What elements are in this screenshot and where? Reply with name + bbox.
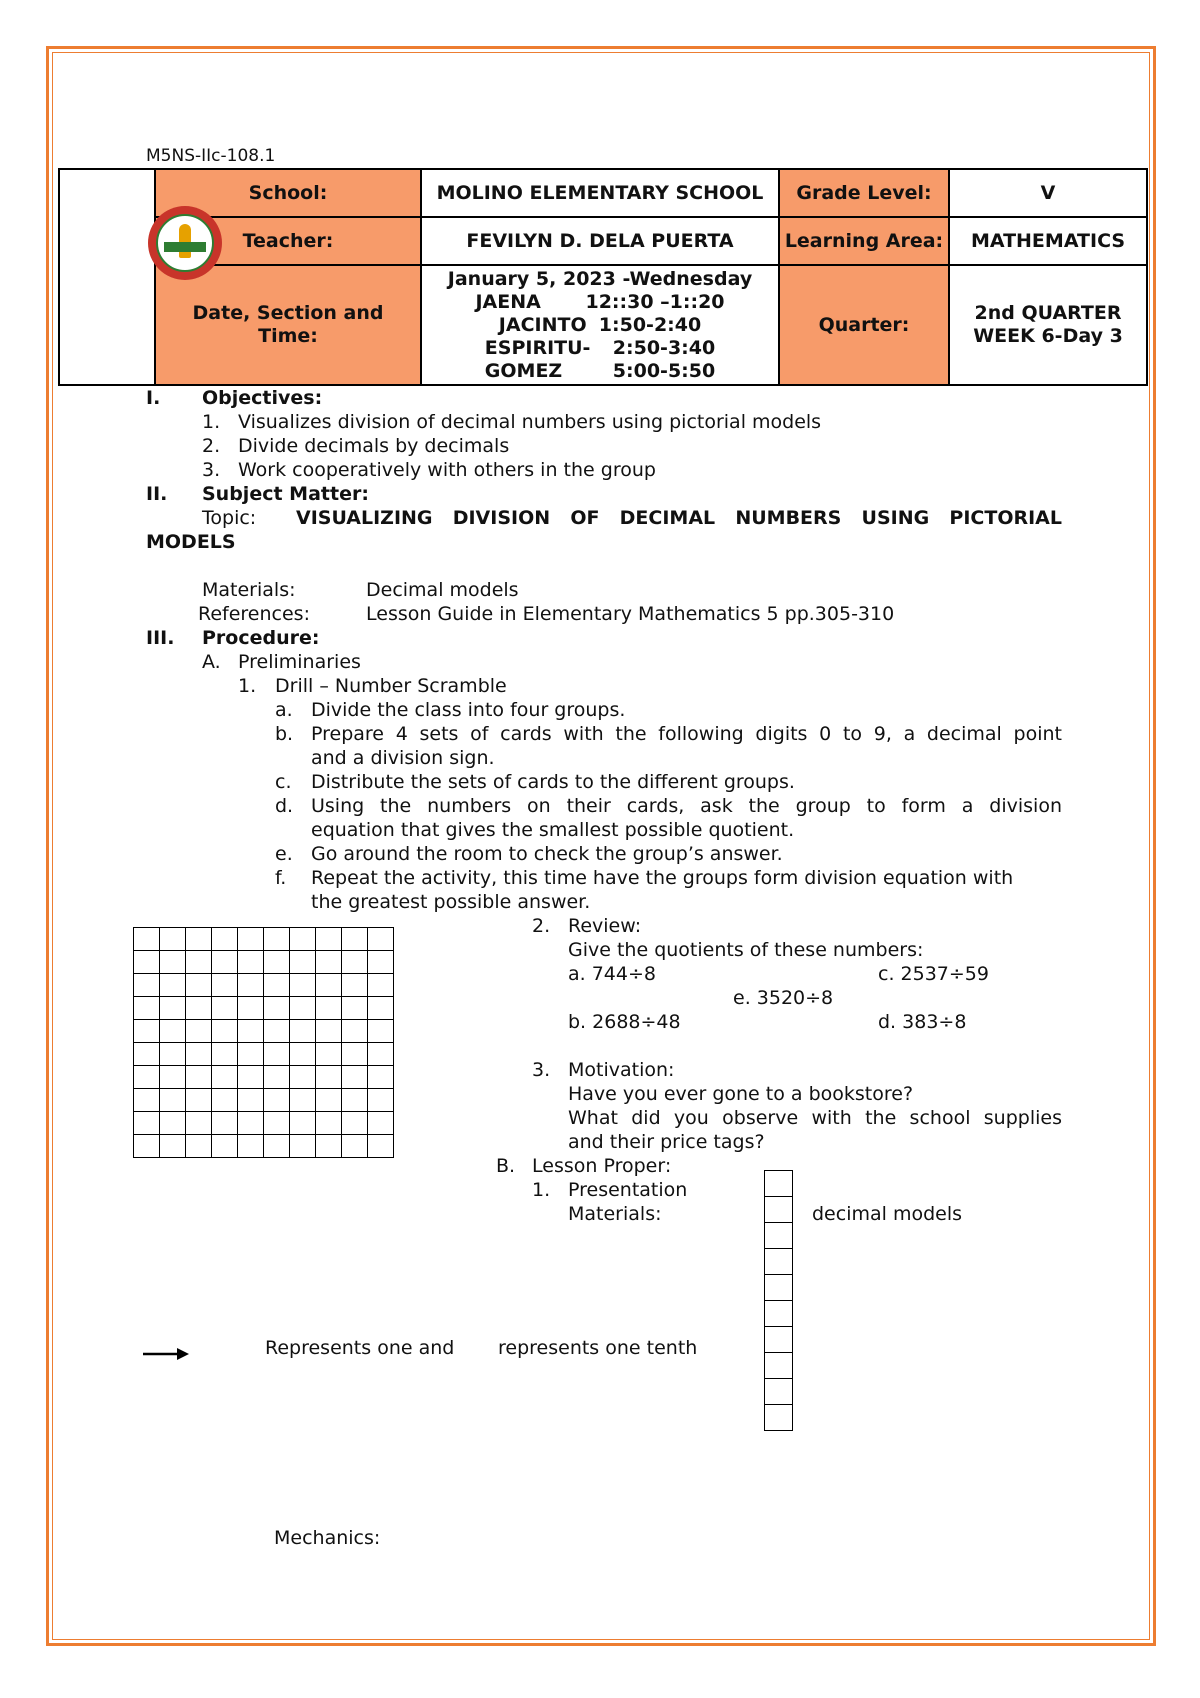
presentation-materials-label: Materials: [568,1203,662,1225]
motivation-number: 3. [532,1059,551,1081]
mechanics-label: Mechanics: [274,1527,381,1549]
drill-title: Drill – Number Scramble [275,675,507,697]
logo-cell [59,169,155,385]
section-a-label: A. [202,651,221,673]
drill-step: Divide the class into four groups. [311,699,626,721]
schedule-row: ESPIRITU- 2:50-3:40 [484,336,716,359]
presentation-title: Presentation [568,1179,688,1201]
procedure-heading: Procedure: [202,627,320,649]
preliminaries-title: Preliminaries [238,651,361,673]
area-value: MATHEMATICS [949,217,1147,265]
presentation-materials-value: decimal models [812,1203,963,1225]
schedule-row: JAENA 12::30 –1::20 [475,290,725,313]
school-label: School: [155,169,421,217]
review-item-d: d. 383÷8 [878,1011,967,1033]
hundred-grid-model [133,927,394,1158]
teacher-label: Teacher: [155,217,421,265]
competency-code: M5NS-IIc-108.1 [146,146,276,166]
drill-step: Go around the room to check the group’s answer. [311,843,783,865]
represents-one-text: Represents one and [265,1337,455,1359]
objective-item: Divide decimals by decimals [238,435,510,457]
objectives-numeral: I. [146,387,161,409]
references-value: Lesson Guide in Elementary Mathematics 5 pp.305-310 [366,603,895,625]
schedule-cell [421,265,779,385]
topic-line-2: MODELS [146,531,236,553]
materials-label: Materials: [202,579,296,601]
drill-step: Distribute the sets of cards to the different groups. [311,771,795,793]
review-title: Review: [568,915,642,937]
step-letter: c. [275,771,292,793]
materials-value: Decimal models [366,579,519,601]
date-label: Date, Section and Time: [155,265,421,385]
topic-label: Topic: [202,507,257,529]
section-b-label: B. [496,1155,516,1177]
drill-step-cont: the greatest possible answer. [311,891,591,913]
references-label: References: [198,603,310,625]
step-letter: b. [275,723,294,745]
objectives-heading: Objectives: [202,387,323,409]
motivation-title: Motivation: [568,1059,675,1081]
review-number: 2. [532,915,551,937]
presentation-number: 1. [532,1179,551,1201]
objective-item: Visualizes division of decimal numbers using pictorial models [238,411,822,433]
schedule-row: GOMEZ 5:00-5:50 [484,359,716,382]
review-item-a: a. 744÷8 [568,963,656,985]
review-item-b: b. 2688÷48 [568,1011,681,1033]
quarter-value: 2nd QUARTER WEEK 6-Day 3 [949,265,1147,385]
schedule-row: JACINTO 1:50-2:40 [498,313,702,336]
topic-line-1: VISUALIZING DIVISION OF DECIMAL NUMBERS USING PICTORIAL [296,507,1062,529]
header-table [58,168,1148,386]
subject-numeral: II. [146,483,168,505]
school-value: MOLINO ELEMENTARY SCHOOL [421,169,779,217]
review-item-e: e. 3520÷8 [733,987,834,1009]
objective-item: Work cooperatively with others in the group [238,459,656,481]
subject-heading: Subject Matter: [202,483,369,505]
drill-number: 1. [238,675,257,697]
date-value: January 5, 2023 -Wednesday [447,267,753,290]
motivation-question-cont: and their price tags? [568,1131,765,1153]
lesson-proper-title: Lesson Proper: [532,1155,672,1177]
tenth-strip-model [764,1170,793,1431]
motivation-question: What did you observe with the school supplies [568,1107,1062,1129]
grade-label: Grade Level: [779,169,949,217]
represents-tenth-text: represents one tenth [498,1337,698,1359]
drill-step: Using the numbers on their cards, ask the group to form a division [311,795,1062,817]
arrow-right-icon [143,1346,189,1362]
school-logo [148,206,222,280]
step-letter: a. [275,699,293,721]
quarter-label: Quarter: [779,265,949,385]
area-label: Learning Area: [779,217,949,265]
step-letter: e. [275,843,293,865]
procedure-numeral: III. [146,627,175,649]
grade-value: V [949,169,1147,217]
drill-step: Prepare 4 sets of cards with the following digits 0 to 9, a decimal point [311,723,1062,745]
teacher-value: FEVILYN D. DELA PUERTA [421,217,779,265]
step-letter: f. [275,867,287,889]
review-item-c: c. 2537÷59 [878,963,989,985]
drill-step: Repeat the activity, this time have the groups form division equation with [311,867,1014,889]
review-intro: Give the quotients of these numbers: [568,939,924,961]
drill-step-cont: equation that gives the smallest possible quotient. [311,819,795,841]
drill-step-cont: and a division sign. [311,747,495,769]
step-letter: d. [275,795,294,817]
motivation-question: Have you ever gone to a bookstore? [568,1083,914,1105]
